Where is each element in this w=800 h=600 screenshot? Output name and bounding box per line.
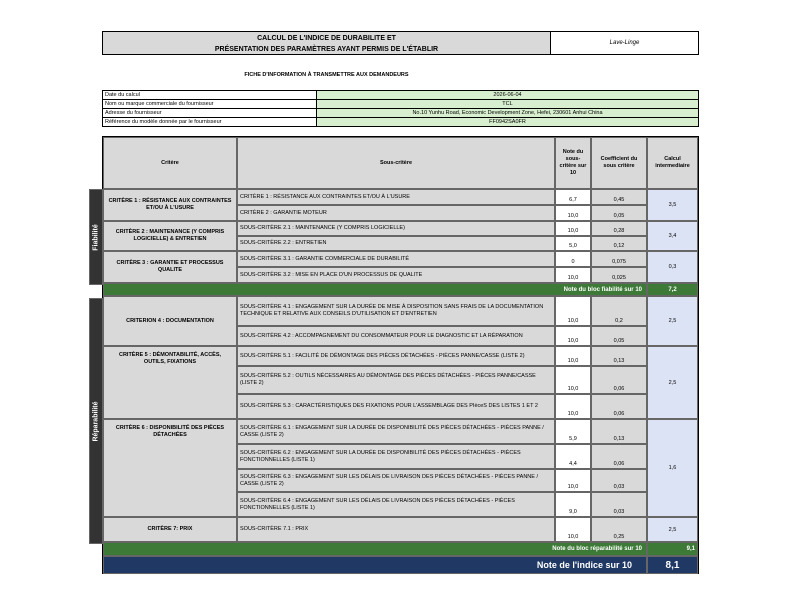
column-header-sous-critere: Sous-critère [237,137,555,189]
info-value: No.10 Yunhu Road, Economic Development Zone, Hefei, 230601 Anhui China [317,109,699,118]
info-value: TCL [317,100,699,109]
sub-criterion-coef: 0,03 [591,492,647,517]
sub-criterion-note: 10,0 [555,517,591,542]
sub-criterion-coef: 0,05 [591,205,647,221]
product-type: Lave-Linge [551,31,699,55]
criterion-5: CRITÈRE 5 : DÉMONTABILITÉ, ACCÈS, OUTILS, FIXATIONS [103,346,237,419]
form-subtitle: FICHE D'INFORMATION À TRANSMETTRE AUX DEMANDEURS [244,72,409,78]
calc-criterion-7: 2,5 [647,517,698,542]
sub-criterion-row: SOUS-CRITÈRE 6.1 : ENGAGEMENT SUR LA DURÉE DE DISPONIBILITÉ DES PIÈCES DÉTACHÉES - PIÈCES PANNE / CASSE (LISTE 2) [237,419,555,444]
sub-criterion-note: 10,0 [555,469,591,492]
score-table [92,136,699,574]
info-row [103,109,699,118]
sub-criterion-note: 10,0 [555,326,591,346]
info-label: Nom ou marque commerciale du fournisseur [103,100,317,109]
sub-criterion-coef: 0,25 [591,517,647,542]
criterion-6: CRITÈRE 6 : DISPONIBILITÉ DES PIÈCES DÉTACHÉES [103,419,237,517]
sub-criterion-coef: 0,28 [591,221,647,236]
column-header-calcul: Calcul intermediaire [647,137,698,189]
info-label: Date du calcul [103,91,317,100]
sub-criterion-note: 5,0 [555,236,591,251]
reparabilite-score-label: Note du bloc réparabilité sur 10 [103,542,647,556]
calc-criterion-6: 1,6 [647,419,698,517]
title-line-1: CALCUL DE L'INDICE DE DURABILITE ET [257,35,396,42]
sub-criterion-note: 0 [555,251,591,267]
calc-criterion-5: 2,5 [647,346,698,419]
sub-criterion-row: SOUS-CRITÈRE 5.1 : FACILITÉ DE DÉMONTAGE DES PIÈCES DÉTACHÉES - PIÈCES PANNE/CASSE (LISTE 2) [237,346,555,366]
block-label-reparabilite: Réparabilité [89,298,103,544]
sub-criterion-note: 9,0 [555,492,591,517]
sub-criterion-note: 10,0 [555,221,591,236]
sub-criterion-row: SOUS-CRITÈRE 6.2 : ENGAGEMENT SUR LA DURÉE DE DISPONIBILITÉ DES PIÈCES DÉTACHÉES - PIÈCES FONCTIONNELLES (LISTE 1) [237,444,555,469]
calc-criterion-4: 2,5 [647,296,698,346]
reparabilite-score-value: 9,1 [647,542,698,556]
sub-criterion-row: SOUS-CRITÈRE 3.2 : MISE EN PLACE D'UN PROCESSUS DE QUALITE [237,267,555,283]
sub-criterion-row: SOUS-CRITÈRE 4.1 : ENGAGEMENT SUR LA DURÉE DE MISE À DISPOSITION SANS FRAIS DE LA DOCUMENTATION TECHNIQUE ET RELATIVE AUX CONSEILS D'UTILISATION ET D'ENTRETIEN [237,296,555,326]
sub-criterion-row: SOUS-CRITÈRE 2.1 : MAINTENANCE (Y COMPRIS LOGICIELLE) [237,221,555,236]
final-index-value: 8,1 [647,556,698,574]
sub-criterion-row: CRITÈRE 1 : RÉSISTANCE AUX CONTRAINTES ET/OU À L'USURE [237,189,555,205]
sub-criterion-coef: 0,45 [591,189,647,205]
sub-criterion-note: 10,0 [555,346,591,366]
sub-criterion-note: 10,0 [555,267,591,283]
sub-criterion-row: CRITÈRE 2 : GARANTIE MOTEUR [237,205,555,221]
sub-criterion-row: SOUS-CRITÈRE 3.1 : GARANTIE COMMERCIALE DE DURABILITÉ [237,251,555,267]
info-value: 2026-06-04 [317,91,699,100]
sub-criterion-coef: 0,06 [591,366,647,394]
info-row [103,100,699,109]
sub-criterion-note: 10,0 [555,366,591,394]
sub-criterion-row: SOUS-CRITÈRE 5.2 : OUTILS NÉCESSAIRES AU DÉMONTAGE DES PIÈCES DÉTACHÉES - PIÈCES PANNE/CASSE (LISTE 2) [237,366,555,394]
fiabilite-score-value: 7,2 [647,283,698,296]
sub-criterion-note: 5,9 [555,419,591,444]
info-label: Adresse du fournisseur [103,109,317,118]
sub-criterion-note: 10,0 [555,296,591,326]
criterion-3: CRITÈRE 3 : GARANTIE ET PROCESSUS QUALITE [103,251,237,283]
calc-criterion-2: 3,4 [647,221,698,251]
supplier-info-table [102,90,699,127]
info-row [103,91,699,100]
criterion-7: CRITÈRE 7: PRIX [103,517,237,542]
sub-criterion-note: 10,0 [555,394,591,419]
sub-criterion-row: SOUS-CRITÈRE 7.1 : PRIX [237,517,555,542]
fiabilite-score-label: Note du bloc fiabilité sur 10 [103,283,647,296]
sub-criterion-coef: 0,13 [591,346,647,366]
column-header-critere: Critère [103,137,237,189]
title-line-2: PRÉSENTATION DES PARAMÈTRES AYANT PERMIS DE L'ÉTABLIR [214,46,439,53]
info-label: Référence du modèle donnée par le fournisseur [103,118,317,127]
sub-criterion-coef: 0,03 [591,469,647,492]
sub-criterion-note: 10,0 [555,205,591,221]
sub-criterion-coef: 0,06 [591,394,647,419]
sub-criterion-row: SOUS-CRITÈRE 6.4 : ENGAGEMENT SUR LES DÉLAIS DE LIVRAISON DES PIÈCES DÉTACHÉES - PIÈCES FONCTIONNELLES (LISTE 1) [237,492,555,517]
sub-criterion-row: SOUS-CRITÈRE 6.3 : ENGAGEMENT SUR LES DÉLAIS DE LIVRAISON DES PIÈCES DÉTACHÉES - PIÈCES PANNE / CASSE (LISTE 2) [237,469,555,492]
criterion-1: CRITÈRE 1 : RÉSISTANCE AUX CONTRAINTES ET/OU À L'USURE [103,189,237,221]
sub-criterion-row: SOUS-CRITÈRE 2.2 : ENTRETIEN [237,236,555,251]
sub-criterion-row: SOUS-CRITÈRE 4.2 : ACCOMPAGNEMENT DU CONSOMMATEUR POUR LE DIAGNOSTIC ET LA RÉPARATION [237,326,555,346]
sub-criterion-coef: 0,2 [591,296,647,326]
sub-criterion-coef: 0,025 [591,267,647,283]
final-index-label: Note de l'indice sur 10 [103,556,647,574]
sub-criterion-note: 6,7 [555,189,591,205]
info-row [103,118,699,127]
document-title [102,31,551,55]
info-value: FF0942SA0FR [317,118,699,127]
criterion-2: CRITÈRE 2 : MAINTENANCE (Y COMPRIS LOGICIELLE) & ENTRETIEN [103,221,237,251]
column-header-note: Note du sous-critère sur 10 [555,137,591,189]
block-label-fiabilite: Fiabilité [89,189,103,285]
sub-criterion-coef: 0,075 [591,251,647,267]
sub-criterion-coef: 0,05 [591,326,647,346]
sub-criterion-coef: 0,13 [591,419,647,444]
sub-criterion-note: 4,4 [555,444,591,469]
sub-criterion-row: SOUS-CRITÈRE 5.3 : CARACTÉRISTIQUES DES FIXATIONS POUR L'ASSEMBLAGE DES PIèceS DES LISTES 1 ET 2 [237,394,555,419]
criterion-4: CRITERION 4 : DOCUMENTATION [103,296,237,346]
sub-criterion-coef: 0,06 [591,444,647,469]
column-header-coefficient: Coefficient du sous critère [591,137,647,189]
calc-criterion-3: 0,3 [647,251,698,283]
sub-criterion-coef: 0,12 [591,236,647,251]
calc-criterion-1: 3,5 [647,189,698,221]
